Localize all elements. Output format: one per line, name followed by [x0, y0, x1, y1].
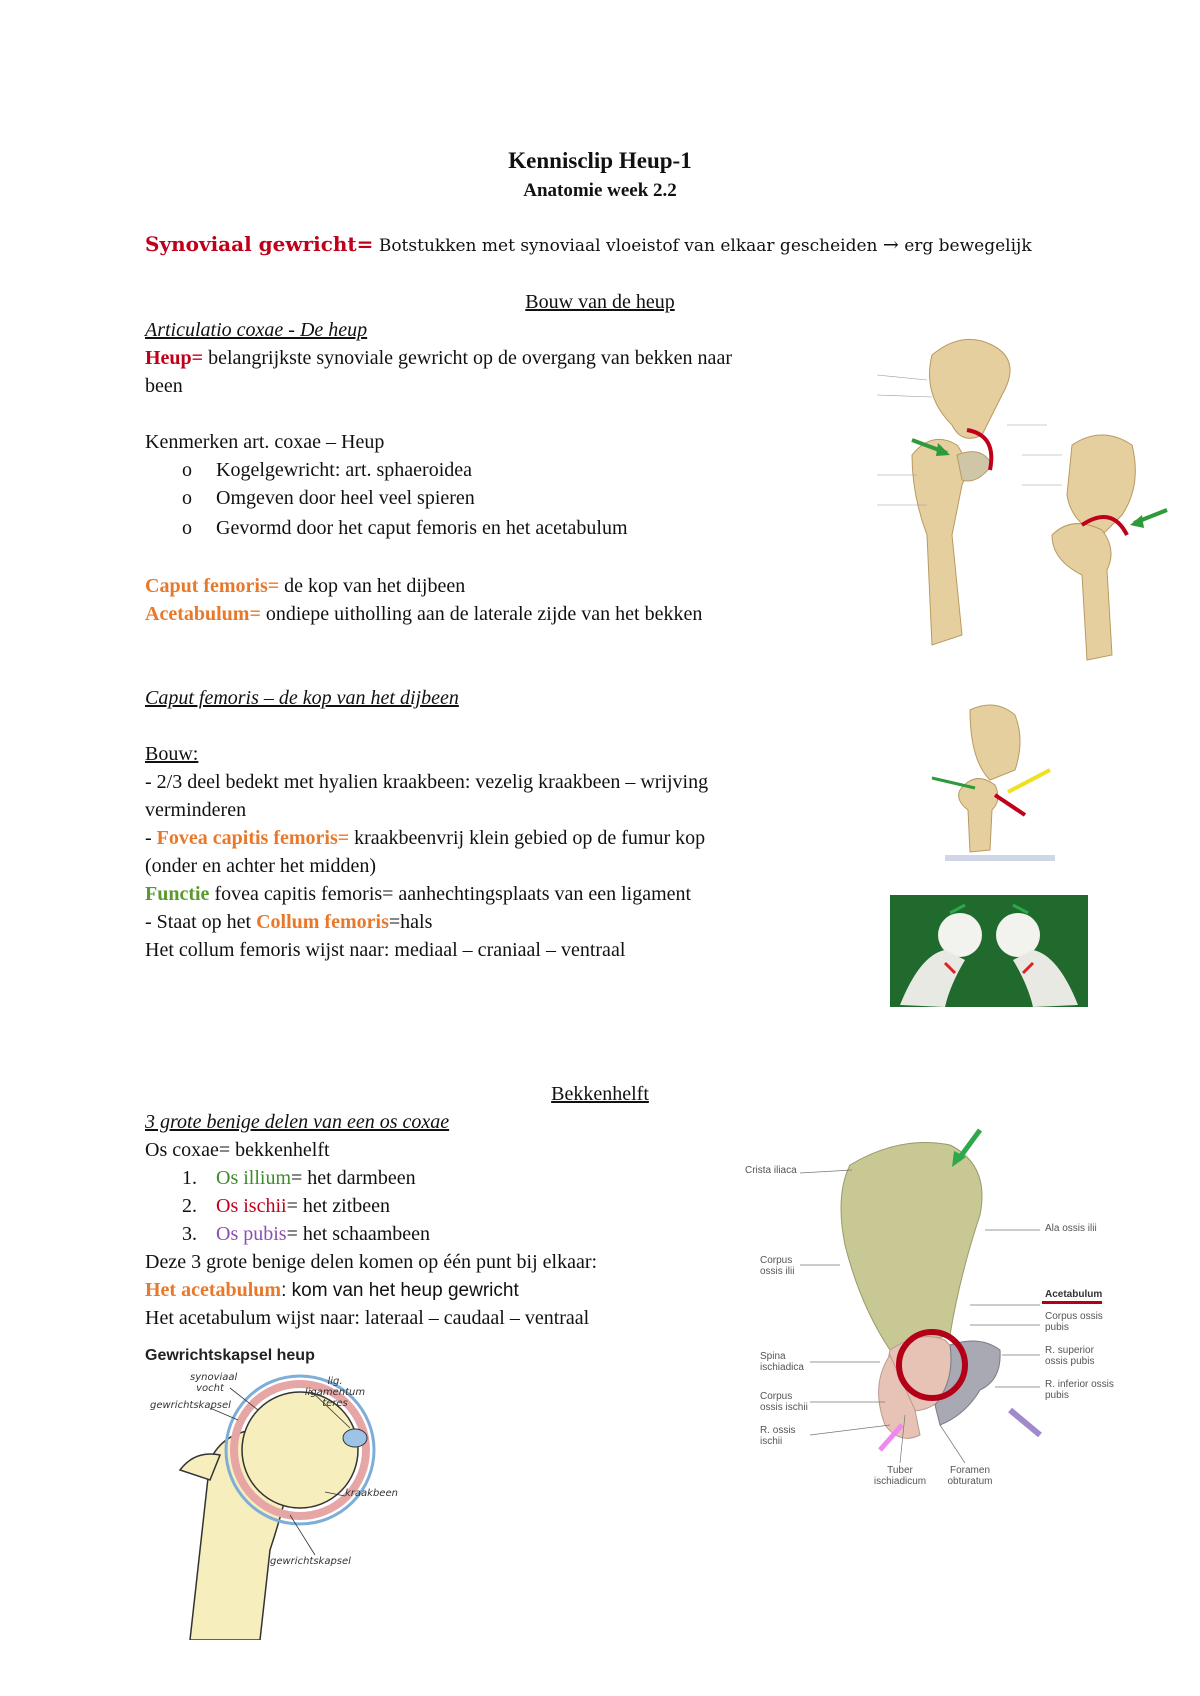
acetabulum-direction: Het acetabulum wijst naar: lateraal – caudaal – ventraal	[145, 1307, 590, 1329]
heup-term: Heup=	[145, 347, 204, 369]
kapsel-labels: synoviaal vocht lig. ligamentum teres gewrichtskapsel kraakbeen gewrichtskapsel	[150, 1372, 398, 1567]
bullet-marker: o	[182, 517, 192, 539]
oscoxae-line: Os coxae= bekkenhelft	[145, 1139, 330, 1161]
acetabulum-line: Het acetabulum: kom van het heup gewricht	[145, 1279, 519, 1301]
acetabulum-term-2: Het acetabulum	[145, 1279, 282, 1301]
list-item: 1. Os illium= het darmbeen	[182, 1167, 416, 1189]
kapsel-figure-title: Gewrichtskapsel heup	[145, 1347, 315, 1364]
synoviaal-text: Botstukken met synoviaal vloeistof van elkaar gescheiden	[373, 236, 883, 256]
collum-line: - Staat op het Collum femoris=hals	[145, 911, 433, 933]
list-item: 3. Os pubis= het schaambeen	[182, 1223, 431, 1245]
section-heading-bouw: Bouw van de heup	[525, 291, 675, 313]
hip-anatomy-figure	[872, 335, 1180, 675]
fovea-text-continued: (onder en achter het midden)	[145, 855, 377, 877]
heup-definition	[145, 344, 732, 372]
acetabulum-term: Acetabulum=	[145, 603, 261, 625]
fovea-definition: - Fovea capitis femoris= kraakbeenvrij klein gebied op de fumur kop	[145, 827, 706, 849]
synoviaal-result: erg bewegelijk	[898, 236, 1032, 256]
list-item: 2. Os ischii= het zitbeen	[182, 1195, 391, 1217]
subheading-benige-delen: 3 grote benige delen van een os coxae	[145, 1111, 450, 1133]
kenmerken-heading: Kenmerken art. coxae – Heup	[145, 431, 385, 453]
subheading-articulatio: Articulatio coxae - De heup	[145, 319, 368, 341]
caput-definition: Caput femoris= de kop van het dijbeen	[145, 575, 466, 597]
page-subtitle: Anatomie week 2.2	[523, 180, 677, 201]
heup-text-continued: been	[145, 375, 183, 397]
bekken-labels: Crista iliaca Ala ossis ilii Corpus ossis ilii Acetabulum Corpus ossis pubis Spina ischiadica R. superior ossis pubis Corpus ossis ischii R. inferior ossis pubis R. ossis ischii Tuber ischiadicum Foramen obturatum	[745, 1165, 1114, 1487]
collum-direction: Het collum femoris wijst naar: mediaal – craniaal – ventraal	[145, 939, 626, 961]
synoviaal-term: Synoviaal gewricht=	[145, 232, 374, 256]
os-pubis-term: Os pubis	[216, 1223, 287, 1245]
fovea-figure	[930, 700, 1070, 868]
bouw-line-2: verminderen	[145, 799, 247, 821]
bullet-marker: o	[182, 459, 192, 481]
arrow-icon: →	[882, 234, 899, 256]
heup-text: belangrijkste synoviale gewricht op de overgang van bekken naar	[203, 347, 732, 369]
functie-term: Functie	[145, 883, 210, 905]
functie-line: Functie fovea capitis femoris= aanhechtingsplaats van een ligament	[145, 883, 692, 905]
bouw-heading: Bouw:	[145, 743, 199, 765]
subheading-caput-femoris: Caput femoris – de kop van het dijbeen	[145, 687, 459, 709]
list-item: o Omgeven door heel veel spieren	[182, 484, 475, 512]
femur-heads-figure	[890, 895, 1088, 1007]
synoviaal-definition	[145, 232, 1032, 258]
list-item: o Gevormd door het caput femoris en het acetabulum	[182, 514, 628, 542]
meet-line: Deze 3 grote benige delen komen op één punt bij elkaar:	[145, 1251, 598, 1273]
fovea-term: Fovea capitis femoris=	[156, 827, 350, 849]
bullet-marker: o	[182, 487, 192, 509]
bouw-line-1: - 2/3 deel bedekt met hyalien kraakbeen: vezelig kraakbeen – wrijving	[145, 771, 709, 793]
os-ischii-term: Os ischii	[216, 1195, 287, 1217]
os-illium-term: Os illium	[216, 1167, 292, 1189]
collum-term: Collum femoris	[256, 911, 389, 933]
list-item: o Kogelgewricht: art. sphaeroidea	[182, 456, 472, 484]
section-heading-bekkenhelft: Bekkenhelft	[551, 1083, 649, 1105]
caput-term: Caput femoris=	[145, 575, 280, 597]
page-title: Kennisclip Heup-1	[508, 148, 692, 173]
acetabulum-definition: Acetabulum= ondiepe uitholling aan de laterale zijde van het bekken	[145, 603, 703, 625]
